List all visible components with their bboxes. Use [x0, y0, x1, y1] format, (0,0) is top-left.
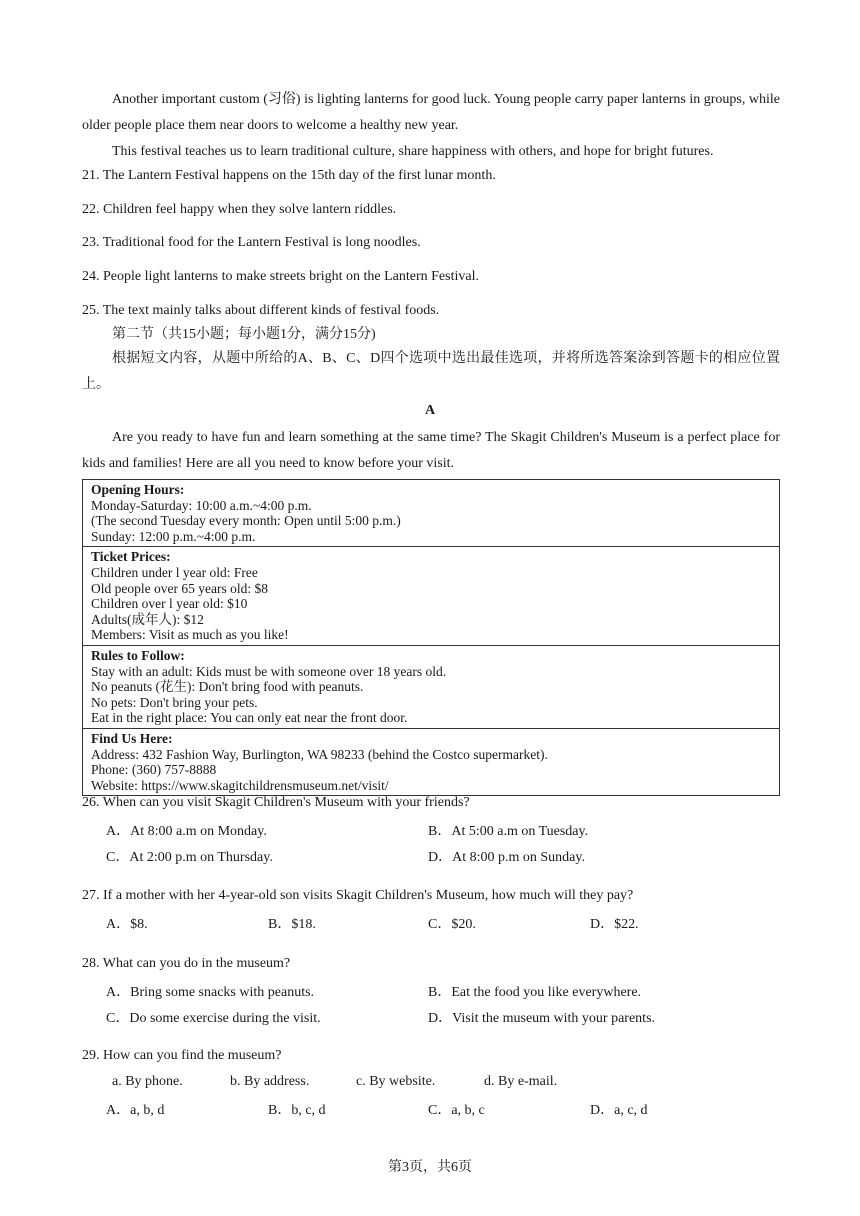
question-29: 29. How can you find the museum? [82, 1048, 282, 1063]
cell-line: Members: Visit as much as you like! [91, 627, 289, 643]
question-23: 23. Traditional food for the Lantern Festival is long noodles. [82, 235, 421, 250]
q27-option-c[interactable]: C．$20. [428, 917, 476, 932]
cell-line: Website: https://www.skagitchildrensmuseum.net/visit/ [91, 777, 389, 793]
page-footer: 第3页，共6页 [388, 1160, 472, 1175]
cell-line: Adults(成年人): $12 [91, 611, 204, 627]
q28-option-b[interactable]: B．Eat the food you like everywhere. [428, 985, 642, 1000]
q29-option-b[interactable]: B．b, c, d [268, 1103, 326, 1118]
q29-option-c[interactable]: C．a, b, c [428, 1103, 485, 1118]
cell-line: Address: 432 Fashion Way, Burlington, WA 98233 (behind the Costco supermarket). [91, 746, 548, 762]
museum-info-table [82, 479, 780, 796]
cell-title: Find Us Here: [91, 730, 173, 746]
cell-line: Monday-Saturday: 10:00 a.m.~4:00 p.m. [91, 497, 312, 513]
q28-option-a[interactable]: A．Bring some snacks with peanuts. [106, 985, 315, 1000]
passage-letter: A [424, 403, 436, 418]
intro-paragraph-2: This festival teaches us to learn traditional culture, share happiness with others, and hope for bright futures. [112, 144, 714, 159]
cell-line: No peanuts (花生): Don't bring food with peanuts. [91, 679, 364, 695]
cell-line: Sunday: 12:00 p.m.~4:00 p.m. [91, 528, 256, 544]
q26-option-d[interactable]: D．At 8:00 p.m on Sunday. [428, 850, 585, 865]
cell-line: Phone: (360) 757-8888 [91, 762, 217, 778]
q27-option-d[interactable]: D．$22. [590, 917, 639, 932]
question-27: 27. If a mother with her 4-year-old son visits Skagit Children's Museum, how much will they pay? [82, 888, 634, 903]
ticket-prices-cell [83, 547, 779, 646]
cell-title: Rules to Follow: [91, 647, 185, 663]
cell-line: Children over l year old: $10 [91, 596, 248, 612]
cell-line: No pets: Don't bring your pets. [91, 694, 258, 710]
q26-option-c[interactable]: C．At 2:00 p.m on Thursday. [106, 850, 273, 865]
q29-sub-b: b. By address. [230, 1074, 310, 1089]
q29-option-d[interactable]: D．a, c, d [590, 1103, 648, 1118]
find-us-cell [83, 729, 779, 795]
rules-cell [83, 646, 779, 729]
question-24: 24. People light lanterns to make streets bright on the Lantern Festival. [82, 269, 479, 284]
cell-line: Stay with an adult: Kids must be with someone over 18 years old. [91, 663, 447, 679]
intro-paragraph-1: Another important custom (习俗) is lighting lanterns for good luck. Young people carry paper lanterns in groups, while older people place them near doors to welcome a healthy new year. [82, 92, 780, 133]
q29-option-a[interactable]: A．a, b, d [106, 1103, 165, 1118]
q28-option-d[interactable]: D．Visit the museum with your parents. [428, 1011, 656, 1026]
cell-line: (The second Tuesday every month: Open until 5:00 p.m.) [91, 513, 401, 529]
q29-sub-d: d. By e-mail. [484, 1074, 558, 1089]
q27-option-b[interactable]: B．$18. [268, 917, 316, 932]
cell-line: Eat in the right place: You can only eat near the front door. [91, 710, 408, 726]
cell-title: Ticket Prices: [91, 549, 171, 565]
cell-line: Children under l year old: Free [91, 564, 258, 580]
passage-intro: Are you ready to have fun and learn something at the same time? The Skagit Children's Museum is a perfect place for kids and families! Here are all you need to know before your visit. [82, 430, 780, 471]
q29-sub-a: a. By phone. [112, 1074, 183, 1089]
q29-sub-c: c. By website. [356, 1074, 436, 1089]
cell-title: Opening Hours: [91, 482, 185, 497]
q28-option-c[interactable]: C．Do some exercise during the visit. [106, 1011, 321, 1026]
section-heading: 第二节（共15小题；每小题1分，满分15分) [112, 327, 376, 342]
q26-option-b[interactable]: B．At 5:00 a.m on Tuesday. [428, 824, 589, 839]
question-21: 21. The Lantern Festival happens on the 15th day of the first lunar month. [82, 168, 496, 183]
q26-option-a[interactable]: A．At 8:00 a.m on Monday. [106, 824, 267, 839]
question-25: 25. The text mainly talks about different kinds of festival foods. [82, 303, 440, 318]
q27-option-a[interactable]: A．$8. [106, 917, 148, 932]
question-28: 28. What can you do in the museum? [82, 956, 291, 971]
cell-line: Old people over 65 years old: $8 [91, 580, 268, 596]
section-instruction: 根据短文内容，从题中所给的A、B、C、D四个选项中选出最佳选项，并将所选答案涂到答题卡的相应位置上。 [82, 351, 780, 392]
opening-hours-cell [83, 480, 779, 547]
question-22: 22. Children feel happy when they solve lantern riddles. [82, 202, 397, 217]
question-26: 26. When can you visit Skagit Children's Museum with your friends? [82, 795, 470, 810]
